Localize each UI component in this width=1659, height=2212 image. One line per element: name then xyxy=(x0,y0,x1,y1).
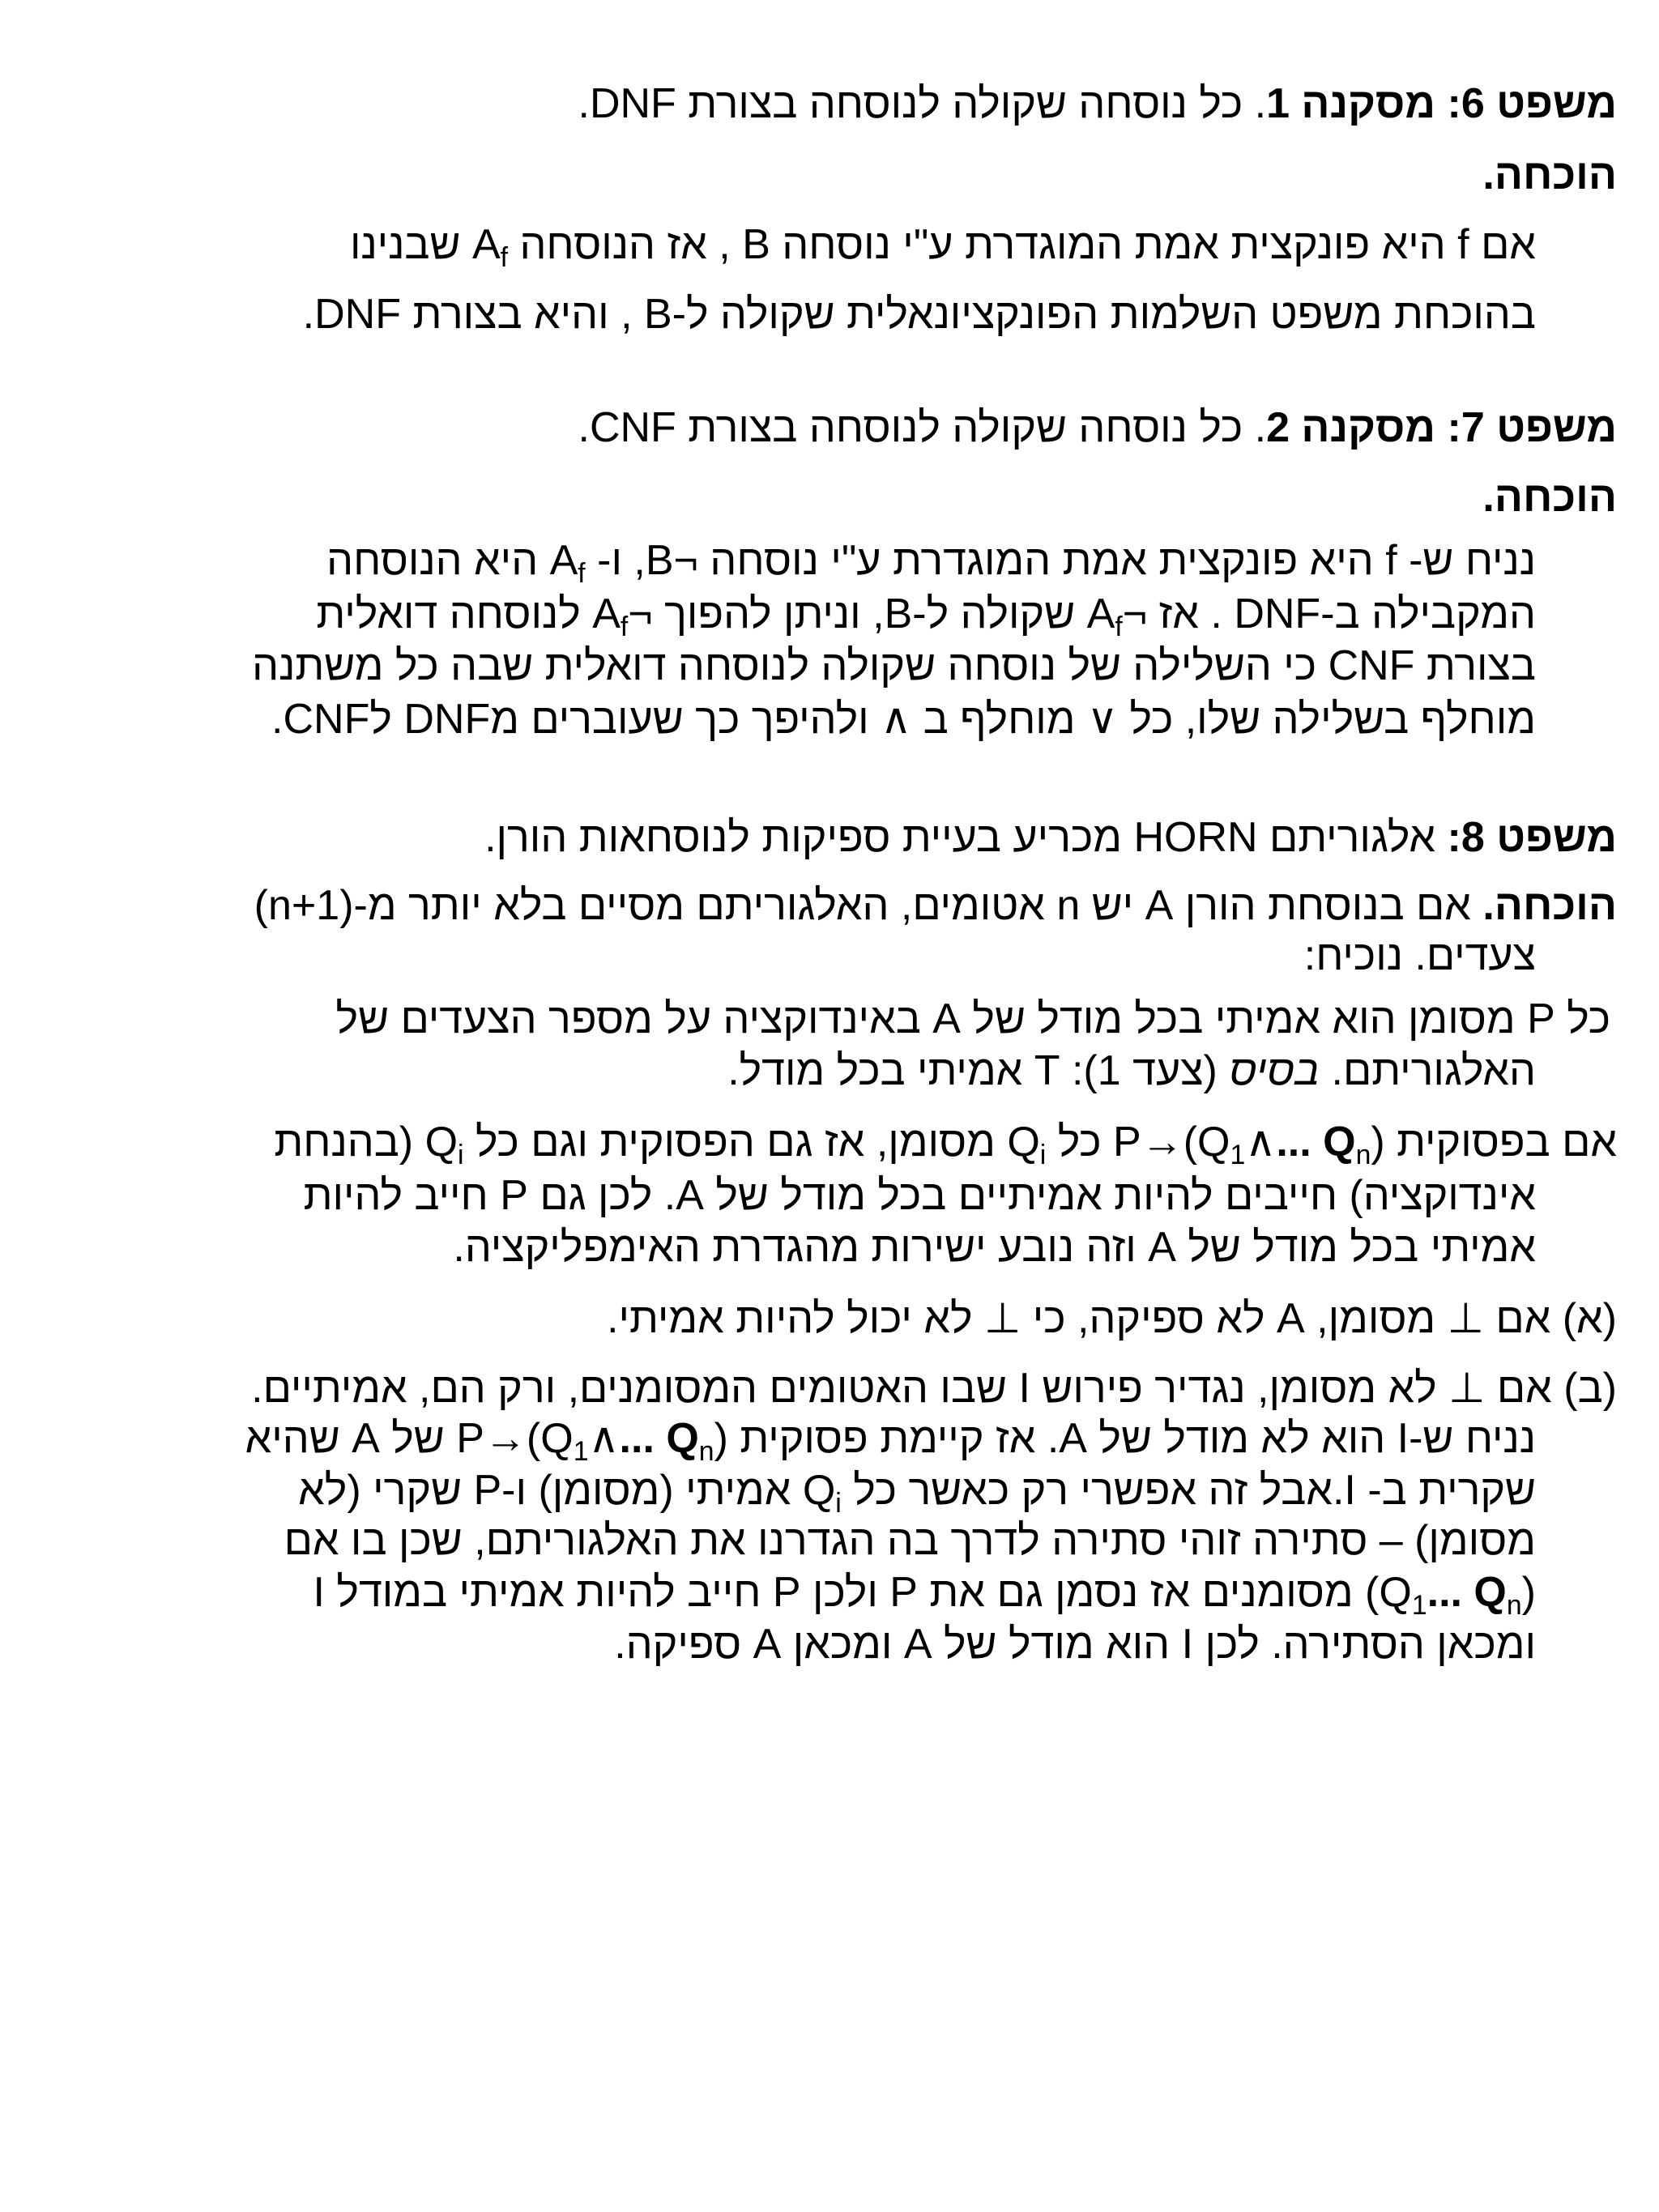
case-b-line-2: נניח ש-I הוא לא מודל של A. אז קיימת פסוקית ($Q_1\wedge$... $Q_n)\to P$ של A שהיא xyxy=(245,1415,1536,1468)
theorem-8-heading: משפט 8: xyxy=(1447,814,1617,861)
step-line-1: אם בפסוקית ($Q_1\wedge$... $Q_n)\to P$ כל $Q_i$ מסומן, אז גם הפסוקית וגם כל $Q_i$ (בהנחת xyxy=(274,1119,1617,1171)
step-line-3: אמיתי בכל מודל של A וזה נובע ישירות מהגדרת האימפליקציה. xyxy=(453,1224,1536,1271)
case-b-line-6: ומכאן הסתירה. לכן I הוא מודל של A ומכאן A ספיקה. xyxy=(614,1621,1536,1668)
theorem-6-heading: משפט 6: מסקנה 1 xyxy=(1266,80,1617,127)
theorem-7-proof-line-3: בצורת CNF כי השלילה של נוסחה שקולה לנוסחה דואלית שבה כל משתנה xyxy=(252,642,1536,689)
case-b-line-5: ($Q_1$... $Q_n$) מסומנים אז נסמן גם את P ולכן P חייב להיות אמיתי במודל I xyxy=(313,1569,1536,1622)
theorem-7-proof-line-2: המקבילה ב-DNF . אז $\neg A_f$ שקולה ל-B, וניתן להפוך $\neg A_f$ לנוסחה דואלית xyxy=(316,590,1536,643)
theorem-8-proof-line-2: צעדים. נוכיח: xyxy=(1303,932,1536,979)
theorem-7-proof-label: הוכחה. xyxy=(1482,474,1617,521)
theorem-7-heading: משפט 7: מסקנה 2 xyxy=(1266,404,1617,451)
step-line-2: אינדוקציה) חייבים להיות אמיתיים בכל מודל של A. לכן גם P חייב להיות xyxy=(303,1172,1536,1219)
case-b-line-1: (ב) אם ⊥ לא מסומן, נגדיר פירוש I שבו האטומים המסומנים, ורק הם, אמיתיים. xyxy=(251,1365,1617,1412)
theorem-7-line xyxy=(32,403,1617,452)
theorem-7-statement: . כל נוסחה שקולה לנוסחה בצורת CNF. xyxy=(578,404,1267,451)
case-b-line-3: שקרית ב- I.אבל זה אפשרי רק כאשר כל $Q_i$ אמיתי (מסומן) ו-P שקרי (לא xyxy=(298,1467,1536,1519)
theorem-7-proof-line-1: נניח ש- f היא פונקצית אמת המוגדרת ע"י נוסחה ¬B, ו- $A_f$ היא הנוסחה xyxy=(326,537,1536,590)
claim-line-2: האלגוריתם. בסיס (צעד 1): T אמיתי בכל מודל. xyxy=(727,1047,1536,1094)
theorem-6-proof-label: הוכחה. xyxy=(1482,151,1617,198)
case-a-line: (א) אם ⊥ מסומן, A לא ספיקה, כי ⊥ לא יכול להיות אמיתי. xyxy=(607,1295,1617,1342)
theorem-6-statement: . כל נוסחה שקולה לנוסחה בצורת DNF. xyxy=(578,80,1267,127)
theorem-8-statement: אלגוריתם HORN מכריע בעיית ספיקות לנוסחאות הורן. xyxy=(484,814,1448,861)
theorem-7-proof-line-4: מוחלף בשלילה שלו, כל ∨ מוחלף ב ∧ ולהיפך כך שעוברים מDNF לCNF. xyxy=(271,696,1536,743)
theorem-6-line xyxy=(32,79,1617,128)
theorem-8-line xyxy=(32,813,1617,862)
theorem-6-proof-line-1: אם f היא פונקצית אמת המוגדרת ע"י נוסחה B , אז הנוסחה $A_f$ שבנינו xyxy=(349,221,1536,274)
theorem-6-proof-line-2: בהוכחת משפט השלמות הפונקציונאלית שקולה ל-B , והיא בצורת DNF. xyxy=(302,291,1536,338)
case-b-line-4: מסומן) – סתירה זוהי סתירה לדרך בה הגדרנו את האלגוריתם, שכן בו אם xyxy=(284,1517,1536,1564)
theorem-8-proof-line-1: הוכחה. אם בנוסחת הורן A יש n אטומים, האלגוריתם מסיים בלא יותר מ-(n+1) xyxy=(254,882,1617,929)
claim-line-1: כל P מסומן הוא אמיתי בכל מודל של A באינדוקציה על מספר הצעדים של xyxy=(335,995,1610,1042)
